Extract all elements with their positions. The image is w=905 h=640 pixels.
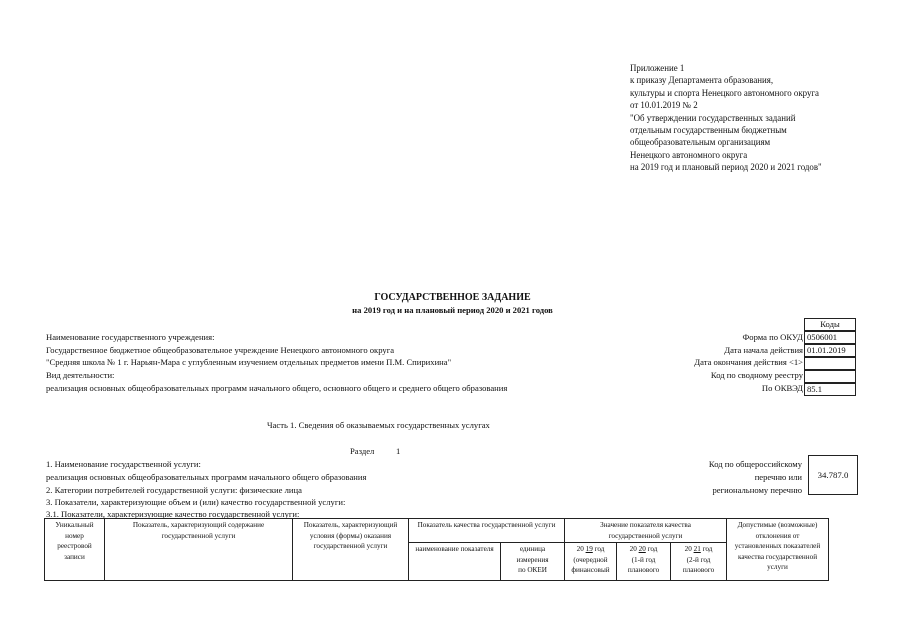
registry-value [804, 370, 856, 383]
code-label-line2: перечню или [754, 472, 802, 482]
start-date-label: Дата начала действия [724, 345, 803, 355]
header-conditions-indicator: Показатель, характеризующий условия (формы) оказания государственной услуги [293, 519, 409, 581]
registry-label: Код по сводному реестру [710, 370, 803, 380]
code-label-line3: региональному перечню [712, 485, 802, 495]
activity-label: Вид деятельности: [46, 370, 115, 380]
header-quality-value: Значение показателя качества государственной услуги [565, 519, 727, 543]
header-year-2020: 20 20 год (1-й год планового [617, 543, 671, 581]
document-subtitle: на 2019 год и на плановый период 2020 и 2021 годов [352, 305, 553, 315]
section-label: Раздел [350, 446, 375, 456]
indicators-heading: 3. Показатели, характеризующие объем и (или) качество государственной услуги: [46, 497, 346, 507]
header-quality-indicator: Показатель качества государственной услуги [409, 519, 565, 543]
okud-value: 0506001 [804, 331, 856, 344]
appendix-line: на 2019 год и плановый период 2020 и 2021 годов" [630, 162, 822, 173]
consumer-category: 2. Категории потребителей государственной услуги: физические лица [46, 485, 302, 495]
institution-name-line2: "Средняя школа № 1 г. Нарьян-Мара с углубленным изучением отдельных предметов имени П.М. Спирихина" [46, 357, 452, 367]
institution-name-label: Наименование государственного учреждения: [46, 332, 215, 342]
header-content-indicator: Показатель, характеризующий содержание государственной услуги [105, 519, 293, 581]
codes-header: Коды [804, 318, 856, 331]
activity-value: реализация основных общеобразовательных программ начального общего, основного общего и среднего общего образования [46, 383, 508, 393]
code-label-line1: Код по общероссийскому [708, 459, 802, 469]
service-name-value: реализация основных общеобразовательных программ начального общего образования [46, 472, 367, 482]
appendix-line: Ненецкого автономного округа [630, 149, 748, 160]
appendix-line: культуры и спорта Ненецкого автономного округа [630, 87, 819, 98]
service-name-label: 1. Наименование государственной услуги: [46, 459, 201, 469]
institution-name-line1: Государственное бюджетное общеобразовательное учреждение Ненецкого автономного округа [46, 345, 395, 355]
document-title: ГОСУДАРСТВЕННОЕ ЗАДАНИЕ [374, 292, 531, 303]
okved-label: По ОКВЭД [761, 383, 803, 393]
header-year-2019: 20 19 год (очередной финансовый [565, 543, 617, 581]
appendix-line: Приложение 1 [630, 63, 685, 73]
header-allowed-deviation: Допустимые (возможные) отклонения от установленных показателей качества государственной услуги [727, 519, 829, 581]
part-heading: Часть 1. Сведения об оказываемых государственных услугах [267, 420, 490, 430]
okved-value: 85.1 [804, 383, 856, 396]
appendix-line: отдельным государственным бюджетным [630, 125, 787, 136]
section-number: 1 [396, 446, 401, 456]
start-date-value: 01.01.2019 [804, 344, 856, 357]
quality-indicators-heading: 3.1. Показатели, характеризующие качество государственной услуги: [46, 509, 300, 519]
appendix-line: от 10.01.2019 № 2 [630, 100, 698, 111]
header-indicator-name: наименование показателя [409, 543, 501, 581]
end-date-label: Дата окончания действия <1> [694, 357, 803, 367]
okud-label: Форма по ОКУД [742, 332, 803, 342]
appendix-block [630, 62, 890, 174]
appendix-line: к приказу Департамента образования, [630, 75, 774, 86]
header-year-2021: 20 21 год (2-й год планового [671, 543, 727, 581]
appendix-line: "Об утверждении государственных заданий [630, 112, 796, 123]
header-registry-number: Уникальный номер реестровой записи [45, 519, 105, 581]
service-code-box: 34.787.0 [808, 455, 858, 495]
end-date-value [804, 357, 856, 370]
appendix-line: общеобразовательным организациям [630, 137, 771, 148]
quality-indicators-table [44, 518, 829, 581]
header-unit-okei: единица измерения по ОКЕИ [501, 543, 565, 581]
